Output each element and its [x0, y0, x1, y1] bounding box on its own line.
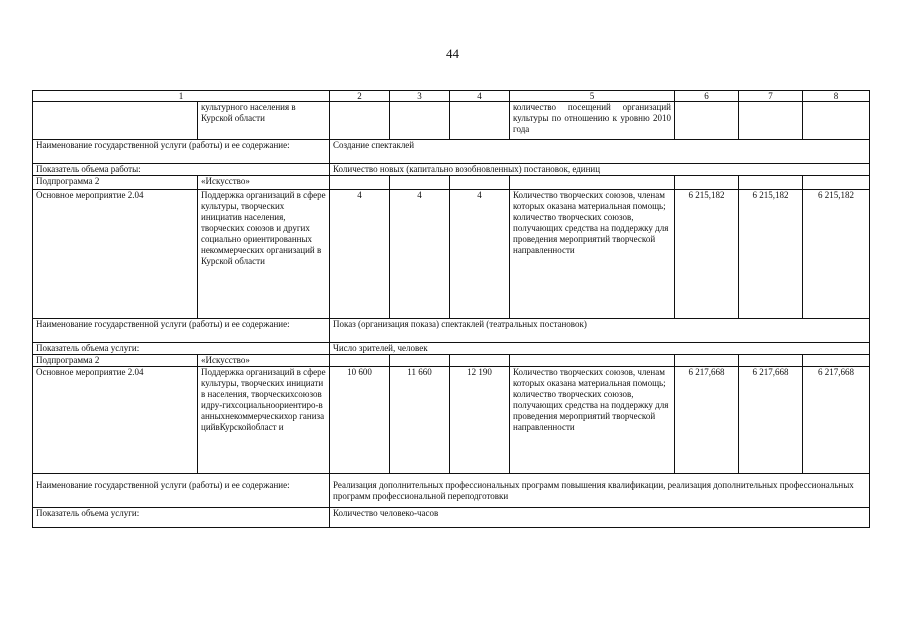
subprogram-name: «Искусство» — [198, 176, 330, 190]
volume-indicator-value: Количество человеко-часов — [330, 508, 870, 528]
cell-empty — [675, 355, 739, 367]
value-col-8: 6 215,182 — [803, 190, 870, 319]
cell-empty — [390, 176, 450, 190]
cell-empty — [33, 102, 198, 140]
cell-empty — [330, 176, 390, 190]
value-col-7: 6 217,668 — [739, 367, 803, 474]
cell-empty — [803, 176, 870, 190]
cell-empty — [675, 176, 739, 190]
value-col-3: 4 — [390, 190, 450, 319]
cell-empty — [739, 176, 803, 190]
value-col-7: 6 215,182 — [739, 190, 803, 319]
service-name-value: Показ (организация показа) спектаклей (театральных постановок) — [330, 319, 870, 343]
col-header-4: 4 — [450, 91, 510, 102]
value-col-8: 6 217,668 — [803, 367, 870, 474]
program-table — [32, 90, 870, 528]
cell-empty — [450, 176, 510, 190]
table-row — [33, 102, 870, 140]
activity-row — [33, 190, 870, 319]
cell-empty — [390, 102, 450, 140]
subprogram-label: Подпрограмма 2 — [33, 355, 198, 367]
col-header-6: 6 — [675, 91, 739, 102]
service-name-label: Наименование государственной услуги (работы) и ее содержание: — [33, 474, 330, 508]
column-number-row — [33, 91, 870, 102]
cell-empty — [803, 355, 870, 367]
activity-description: Поддержка организаций в сфере культуры, творческих инициатив населения, творческихсоюзовидру-гихсоциальноориентиро-ванныхнекоммерческихор ганизацийвКурскойобласт и — [198, 367, 330, 474]
activity-indicator: Количество творческих союзов, членам которых оказана материальная помощь; количество творческих союзов, получающих средства на поддержку для проведения мероприятий творческой направленности — [510, 190, 675, 319]
cell-empty — [803, 102, 870, 140]
cell-empty — [739, 102, 803, 140]
volume-indicator-label: Показатель объема услуги: — [33, 508, 330, 528]
cell-empty — [450, 102, 510, 140]
cell-empty — [450, 355, 510, 367]
col-header-3: 3 — [390, 91, 450, 102]
activity-indicator: Количество творческих союзов, членам которых оказана материальная помощь; количество творческих союзов, получающих средства на поддержку для проведения мероприятий творческой направленности — [510, 367, 675, 474]
value-col-2: 4 — [330, 190, 390, 319]
activity-label: Основное мероприятие 2.04 — [33, 190, 198, 319]
volume-indicator-label: Показатель объема работы: — [33, 164, 330, 176]
volume-indicator-row — [33, 508, 870, 528]
col-header-8: 8 — [803, 91, 870, 102]
service-name-row — [33, 474, 870, 508]
page-number: 44 — [446, 46, 459, 61]
volume-indicator-value: Количество новых (капитально возобновленных) постановок, единиц — [330, 164, 870, 176]
value-col-6: 6 217,668 — [675, 367, 739, 474]
service-name-value: Создание спектаклей — [330, 140, 870, 164]
cell-empty — [510, 176, 675, 190]
cell-empty — [675, 102, 739, 140]
subprogram-row — [33, 355, 870, 367]
col-header-1: 1 — [33, 91, 330, 102]
value-col-4: 4 — [450, 190, 510, 319]
service-name-label: Наименование государственной услуги (работы) и ее содержание: — [33, 319, 330, 343]
service-name-label: Наименование государственной услуги (работы) и ее содержание: — [33, 140, 330, 164]
activity-description: Поддержка организаций в сфере культуры, творческих инициатив населения, творческих союзов и других социально ориентированных некоммерческих организаций в Курской области — [198, 190, 330, 319]
value-col-6: 6 215,182 — [675, 190, 739, 319]
activity-row — [33, 367, 870, 474]
cell-empty — [739, 355, 803, 367]
col-header-5: 5 — [510, 91, 675, 102]
subprogram-row — [33, 176, 870, 190]
volume-indicator-row — [33, 164, 870, 176]
service-name-row — [33, 319, 870, 343]
volume-indicator-label: Показатель объема услуги: — [33, 343, 330, 355]
subprogram-label: Подпрограмма 2 — [33, 176, 198, 190]
activity-label: Основное мероприятие 2.04 — [33, 367, 198, 474]
volume-indicator-row — [33, 343, 870, 355]
subprogram-name: «Искусство» — [198, 355, 330, 367]
cell-description-continued: культурного населения в Курской области — [198, 102, 330, 140]
value-col-2: 10 600 — [330, 367, 390, 474]
value-col-3: 11 660 — [390, 367, 450, 474]
value-col-4: 12 190 — [450, 367, 510, 474]
volume-indicator-value: Число зрителей, человек — [330, 343, 870, 355]
cell-empty — [330, 102, 390, 140]
col-header-7: 7 — [739, 91, 803, 102]
service-name-row — [33, 140, 870, 164]
cell-empty — [390, 355, 450, 367]
col-header-2: 2 — [330, 91, 390, 102]
cell-empty — [330, 355, 390, 367]
cell-empty — [510, 355, 675, 367]
service-name-value: Реализация дополнительных профессиональных программ повышения квалификации, реализация дополнительных профессиональных программ профессиональной переподготовки — [330, 474, 870, 508]
cell-indicator: количество посещений организаций культуры по отношению к уровню 2010 года — [510, 102, 675, 140]
